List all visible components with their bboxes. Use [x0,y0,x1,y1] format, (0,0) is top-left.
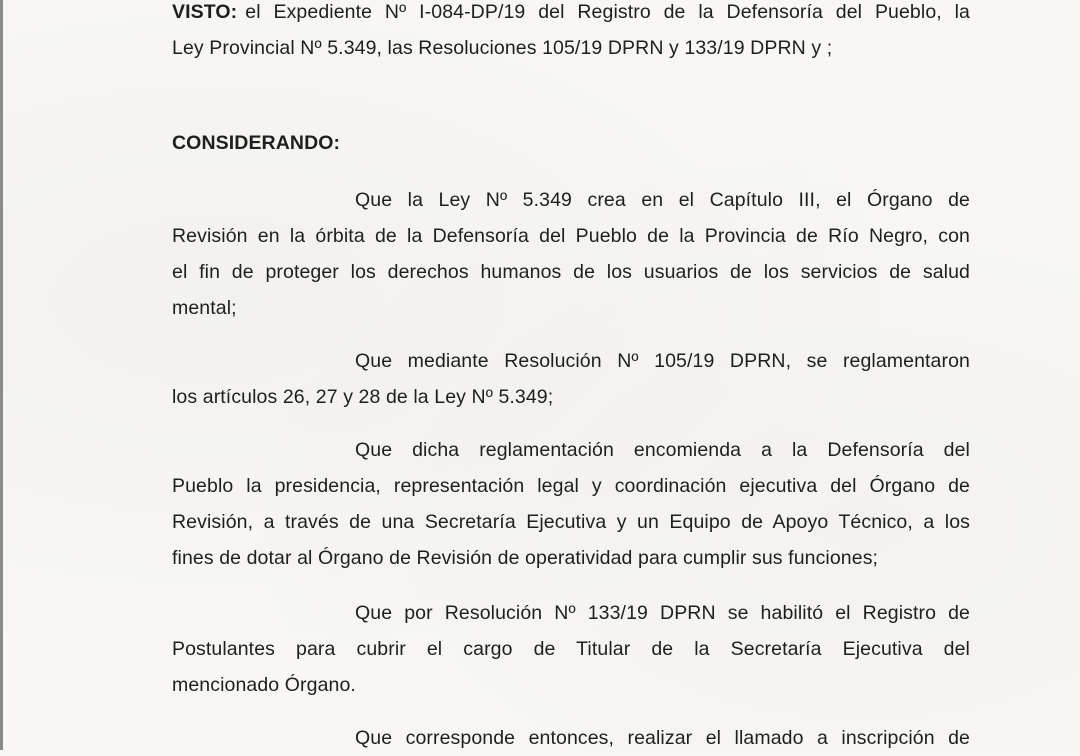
visto-section [172,0,970,66]
paragraph-line: Que dicha reglamentación encomienda a la Defensoría del [355,439,970,461]
paragraph-line: Revisión en la órbita de la Defensoría del Pueblo de la Provincia de Río Negro, con [172,225,970,247]
paragraph-line: Pueblo la presidencia, representación legal y coordinación ejecutiva del Órgano de [172,475,970,497]
visto-line-1 [172,0,970,30]
paragraph-line: Que corresponde entonces, realizar el llamado a inscripción de [355,727,970,749]
paragraph-line: fines de dotar al Órgano de Revisión de operatividad para cumplir sus funciones; [172,547,879,569]
paragraph-5 [172,720,970,756]
paragraph-1 [172,182,970,326]
visto-text-1: el Expediente Nº I-084-DP/19 del Registro de la Defensoría del Pueblo, la [245,1,970,23]
paragraph-line: mencionado Órgano. [172,674,356,696]
paragraph-line: el fin de proteger los derechos humanos de los usuarios de los servicios de salud [172,261,970,283]
paragraph-2 [172,343,970,415]
visto-label: VISTO: [172,1,238,23]
paragraph-line: Revisión, a través de una Secretaría Ejecutiva y un Equipo de Apoyo Técnico, a los [172,511,970,533]
paragraph-line: Que la Ley Nº 5.349 crea en el Capítulo III, el Órgano de [355,189,970,211]
scan-edge [0,0,3,750]
considerando-heading: CONSIDERANDO: [172,132,341,154]
visto-line-2: Ley Provincial Nº 5.349, las Resoluciones 105/19 DPRN y 133/19 DPRN y ; [172,37,833,59]
paragraph-line: Postulantes para cubrir el cargo de Titular de la Secretaría Ejecutiva del [172,638,970,660]
paragraph-line: mental; [172,297,237,319]
paragraph-line: Que por Resolución Nº 133/19 DPRN se habilitó el Registro de [355,602,970,624]
considerando-section [172,125,970,161]
paragraph-line: los artículos 26, 27 y 28 de la Ley Nº 5.349; [172,386,554,408]
paragraph-3 [172,432,970,576]
paragraph-4 [172,595,970,703]
paragraph-line: Que mediante Resolución Nº 105/19 DPRN, se reglamentaron [355,350,970,372]
